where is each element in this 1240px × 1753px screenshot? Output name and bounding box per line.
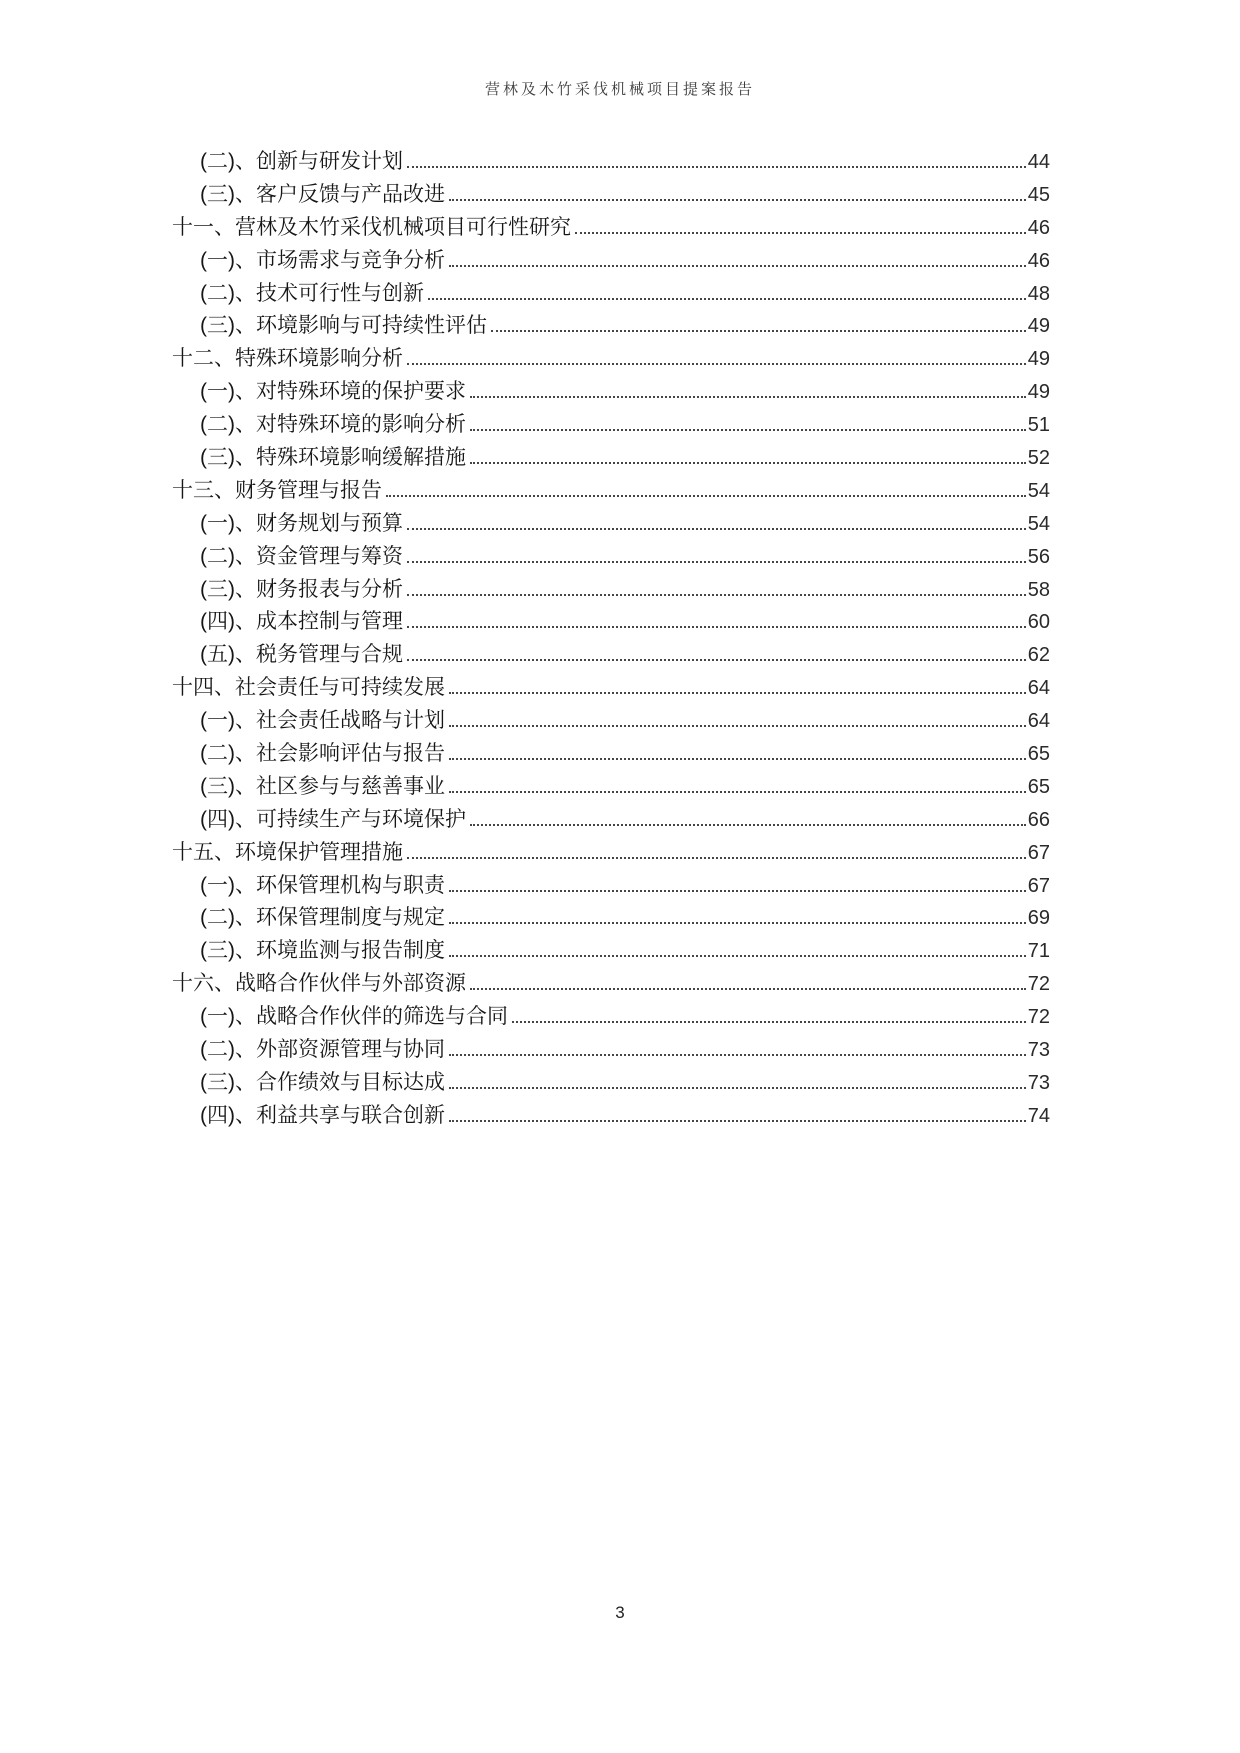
toc-entry: [172, 343, 1050, 376]
dot-leader: [575, 232, 1026, 234]
toc-entry-label: (三)、特殊环境影响缓解措施: [200, 446, 466, 470]
toc-entry-page: 71: [1027, 940, 1050, 963]
dot-leader: [449, 1054, 1026, 1056]
toc-entry-page: 73: [1027, 1039, 1050, 1062]
dot-leader: [470, 462, 1026, 464]
toc-entry-label: (一)、环保管理机构与职责: [200, 873, 445, 897]
dot-leader: [407, 561, 1026, 563]
toc-entry: [172, 1067, 1050, 1100]
toc-entry: [172, 738, 1050, 771]
dot-leader: [449, 922, 1026, 924]
toc-entry-page: 54: [1027, 512, 1050, 535]
toc-entry-page: 67: [1027, 841, 1050, 864]
toc-entry-label: 十一、营林及木竹采伐机械项目可行性研究: [172, 215, 571, 239]
toc-entry: [172, 376, 1050, 409]
toc-entry-page: 64: [1027, 677, 1050, 700]
toc-entry-label: (三)、社区参与与慈善事业: [200, 774, 445, 798]
dot-leader: [512, 1021, 1026, 1023]
toc-entry-page: 65: [1027, 743, 1050, 766]
toc-entry-page: 48: [1027, 282, 1050, 305]
toc-entry: [172, 442, 1050, 475]
toc-entry-label: (一)、对特殊环境的保护要求: [200, 380, 466, 404]
toc-entry-label: (三)、客户反馈与产品改进: [200, 182, 445, 206]
toc-entry: [172, 146, 1050, 179]
toc-entry-label: (二)、资金管理与筹资: [200, 544, 403, 568]
page-number: 3: [615, 1603, 625, 1622]
dot-leader: [449, 1120, 1026, 1122]
dot-leader: [449, 890, 1026, 892]
toc-entry-page: 56: [1027, 545, 1050, 568]
dot-leader: [449, 725, 1026, 727]
toc-entry-label: (一)、社会责任战略与计划: [200, 709, 445, 733]
dot-leader: [449, 758, 1026, 760]
toc-entry-page: 74: [1027, 1104, 1050, 1127]
toc-entry-label: 十五、环境保护管理措施: [172, 840, 403, 864]
toc-entry-page: 58: [1027, 578, 1050, 601]
toc-entry-page: 49: [1027, 381, 1050, 404]
toc-entry-label: (一)、财务规划与预算: [200, 511, 403, 535]
dot-leader: [407, 857, 1026, 859]
toc-entry-page: 54: [1027, 479, 1050, 502]
toc-entry-label: 十四、社会责任与可持续发展: [172, 676, 445, 700]
toc-entry: [172, 278, 1050, 311]
dot-leader: [449, 1087, 1026, 1089]
toc-entry: [172, 1034, 1050, 1067]
dot-leader: [491, 330, 1026, 332]
toc-entry: [172, 1100, 1050, 1133]
toc-entry-page: 62: [1027, 644, 1050, 667]
dot-leader: [407, 363, 1026, 365]
toc-entry-page: 64: [1027, 710, 1050, 733]
toc-entry-page: 51: [1027, 414, 1050, 437]
toc-entry-label: (二)、技术可行性与创新: [200, 281, 424, 305]
dot-leader: [449, 199, 1026, 201]
toc-entry: [172, 935, 1050, 968]
toc-entry-page: 72: [1027, 1006, 1050, 1029]
dot-leader: [449, 791, 1026, 793]
toc-entry-page: 46: [1027, 249, 1050, 272]
toc-entry: [172, 508, 1050, 541]
dot-leader: [470, 429, 1026, 431]
toc-entry-label: 十三、财务管理与报告: [172, 478, 382, 502]
toc-entry: [172, 212, 1050, 245]
toc-entry-page: 44: [1027, 151, 1050, 173]
toc-entry-label: (二)、创新与研发计划: [200, 150, 403, 173]
toc-entry-page: 45: [1027, 183, 1050, 206]
toc-entry: [172, 310, 1050, 343]
toc-entry: [172, 606, 1050, 639]
toc-entry-label: (一)、市场需求与竞争分析: [200, 248, 445, 272]
toc-entry: [172, 179, 1050, 212]
toc-entry-page: 49: [1027, 348, 1050, 371]
toc-entry: [172, 639, 1050, 672]
toc-entry-page: 46: [1027, 216, 1050, 239]
dot-leader: [386, 495, 1026, 497]
toc-entry: [172, 672, 1050, 705]
toc-entry: [172, 541, 1050, 574]
toc-entry-label: (二)、环保管理制度与规定: [200, 906, 445, 930]
toc-entry-label: (二)、社会影响评估与报告: [200, 742, 445, 766]
toc-entry-label: 十二、特殊环境影响分析: [172, 347, 403, 371]
toc-entry-page: 69: [1027, 907, 1050, 930]
dot-leader: [470, 988, 1026, 990]
toc-entry: [172, 902, 1050, 935]
toc-entry-page: 73: [1027, 1071, 1050, 1094]
toc-entry-label: (四)、成本控制与管理: [200, 610, 403, 634]
toc-entry-label: (三)、环境监测与报告制度: [200, 939, 445, 963]
dot-leader: [449, 265, 1026, 267]
toc-entry-page: 52: [1027, 447, 1050, 470]
dot-leader: [470, 396, 1026, 398]
dot-leader: [407, 528, 1026, 530]
dot-leader: [428, 298, 1026, 300]
toc-entry: [172, 409, 1050, 442]
toc-entry: [172, 968, 1050, 1001]
toc-entry-page: 65: [1027, 775, 1050, 798]
toc-entry-label: (五)、税务管理与合规: [200, 643, 403, 667]
toc-entry-page: 66: [1027, 808, 1050, 831]
toc-entry: [172, 870, 1050, 903]
document-header-title: 营林及木竹采伐机械项目提案报告: [484, 81, 755, 98]
dot-leader: [407, 659, 1026, 661]
toc-entry-label: (三)、财务报表与分析: [200, 577, 403, 601]
toc-entry: [172, 771, 1050, 804]
toc-entry-page: 72: [1027, 973, 1050, 996]
toc-entry: [172, 1001, 1050, 1034]
toc-entry-label: (二)、对特殊环境的影响分析: [200, 413, 466, 437]
dot-leader: [407, 626, 1026, 628]
toc-entry: [172, 705, 1050, 738]
toc-entry-label: (四)、可持续生产与环境保护: [200, 807, 466, 831]
dot-leader: [470, 824, 1026, 826]
toc-entry: [172, 804, 1050, 837]
toc-entry-page: 60: [1027, 611, 1050, 634]
toc-entry: [172, 837, 1050, 870]
dot-leader: [407, 594, 1026, 596]
toc-entry-label: 十六、战略合作伙伴与外部资源: [172, 972, 466, 996]
toc-entry-label: (四)、利益共享与联合创新: [200, 1103, 445, 1127]
toc-entry: [172, 475, 1050, 508]
dot-leader: [407, 166, 1026, 168]
toc-entry-label: (二)、外部资源管理与协同: [200, 1038, 445, 1062]
toc-entry-page: 49: [1027, 315, 1050, 338]
toc-entry-page: 67: [1027, 874, 1050, 897]
toc-entry-label: (三)、环境影响与可持续性评估: [200, 314, 487, 338]
toc-entry: [172, 245, 1050, 278]
table-of-contents: [172, 146, 1050, 1133]
toc-entry-label: (三)、合作绩效与目标达成: [200, 1070, 445, 1094]
dot-leader: [449, 692, 1026, 694]
toc-entry-label: (一)、战略合作伙伴的筛选与合同: [200, 1005, 508, 1029]
dot-leader: [449, 955, 1026, 957]
toc-entry: [172, 574, 1050, 607]
